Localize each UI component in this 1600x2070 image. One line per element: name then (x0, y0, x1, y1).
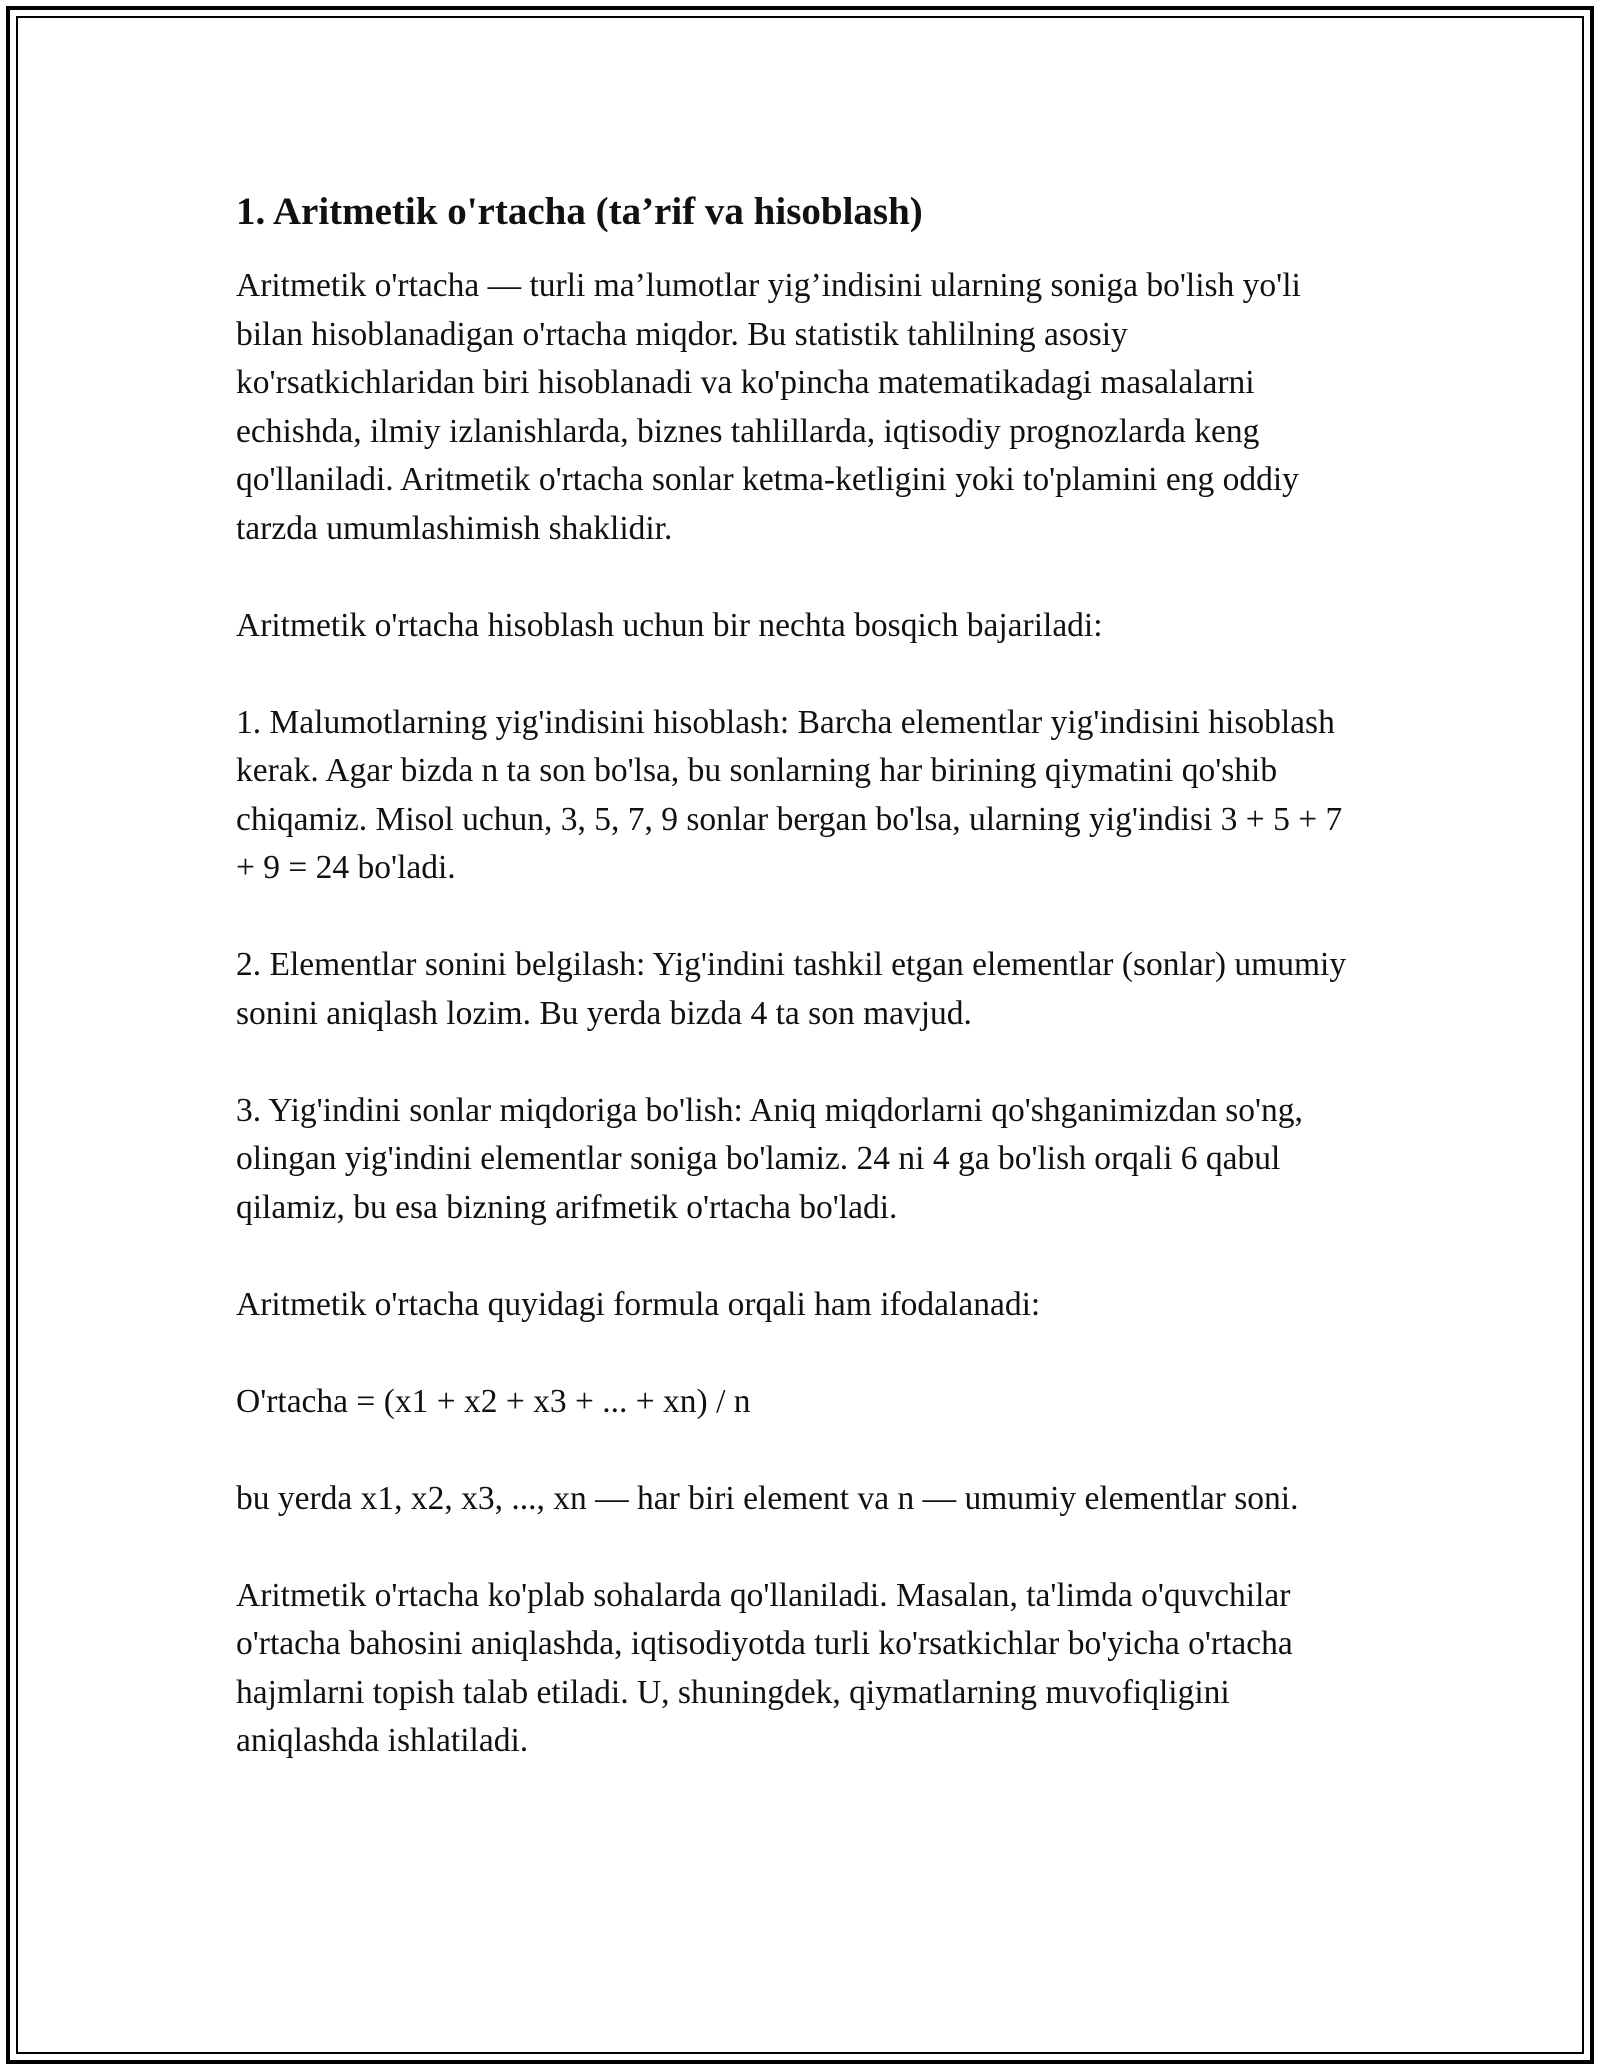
paragraph-step-1: 1. Malumotlarning yig'indisini hisoblash: Barcha elementlar yig'indisini hisoblash kerak. Agar bizda n ta son bo'lsa, bu sonlarning har birining qiymatini qo'shib chiqamiz. Misol uchun, 3, 5, 7, 9 sonlar bergan bo'lsa, ularning yig'indisi 3 + 5 + 7 + 9 = 24 bo'ladi. (236, 703, 1343, 886)
paragraph-applications: Aritmetik o'rtacha ko'plab sohalarda qo'llaniladi. Masalan, ta'limda o'quvchilar o'rtacha bahosini aniqlashda, iqtisodiyotda turli ko'rsatkichlar bo'yicha o'rtacha hajmlarni topish talab etiladi. U, shuningdek, qiymatlarning muvofiqligini aniqlashda ishlatiladi. (236, 1576, 1293, 1759)
document-body (236, 186, 1366, 1766)
document-title: 1. Aritmetik o'rtacha (ta’rif va hisoblash) (236, 190, 923, 233)
paragraph-steps-intro: Aritmetik o'rtacha hisoblash uchun bir nechta bosqich bajariladi: (236, 606, 1103, 644)
paragraph-formula-intro: Aritmetik o'rtacha quyidagi formula orqali ham ifodalanadi: (236, 1285, 1041, 1323)
formula: O'rtacha = (x1 + x2 + x3 + ... + xn) / n (236, 1382, 751, 1420)
paragraph-step-2: 2. Elementlar sonini belgilash: Yig'indini tashkil etgan elementlar (sonlar) umumiy sonini aniqlash lozim. Bu yerda bizda 4 ta son mavjud. (236, 946, 1347, 1032)
paragraph-step-3: 3. Yig'indini sonlar miqdoriga bo'lish: Aniq miqdorlarni qo'shganimizdan so'ng, olingan yig'indini elementlar soniga bo'lamiz. 24 ni 4 ga bo'lish orqali 6 qabul qilamiz, bu esa bizning arifmetik o'rtacha bo'ladi. (236, 1091, 1303, 1226)
paragraph-formula-explanation: bu yerda x1, x2, x3, ..., xn — har biri element va n — umumiy elementlar soni. (236, 1479, 1299, 1517)
paragraph-definition: Aritmetik o'rtacha — turli ma’lumotlar yig’indisini ularning soniga bo'lish yo'li bilan hisoblanadigan o'rtacha miqdor. Bu statistik tahlilning asosiy ko'rsatkichlaridan biri hisoblanadi va ko'pincha matematikadagi masalalarni echishda, ilmiy izlanishlarda, biznes tahlillarda, iqtisodiy prognozlarda keng qo'llaniladi. Aritmetik o'rtacha sonlar ketma-ketligini yoki to'plamini eng oddiy tarzda umumlashimish shaklidir. (236, 267, 1301, 547)
